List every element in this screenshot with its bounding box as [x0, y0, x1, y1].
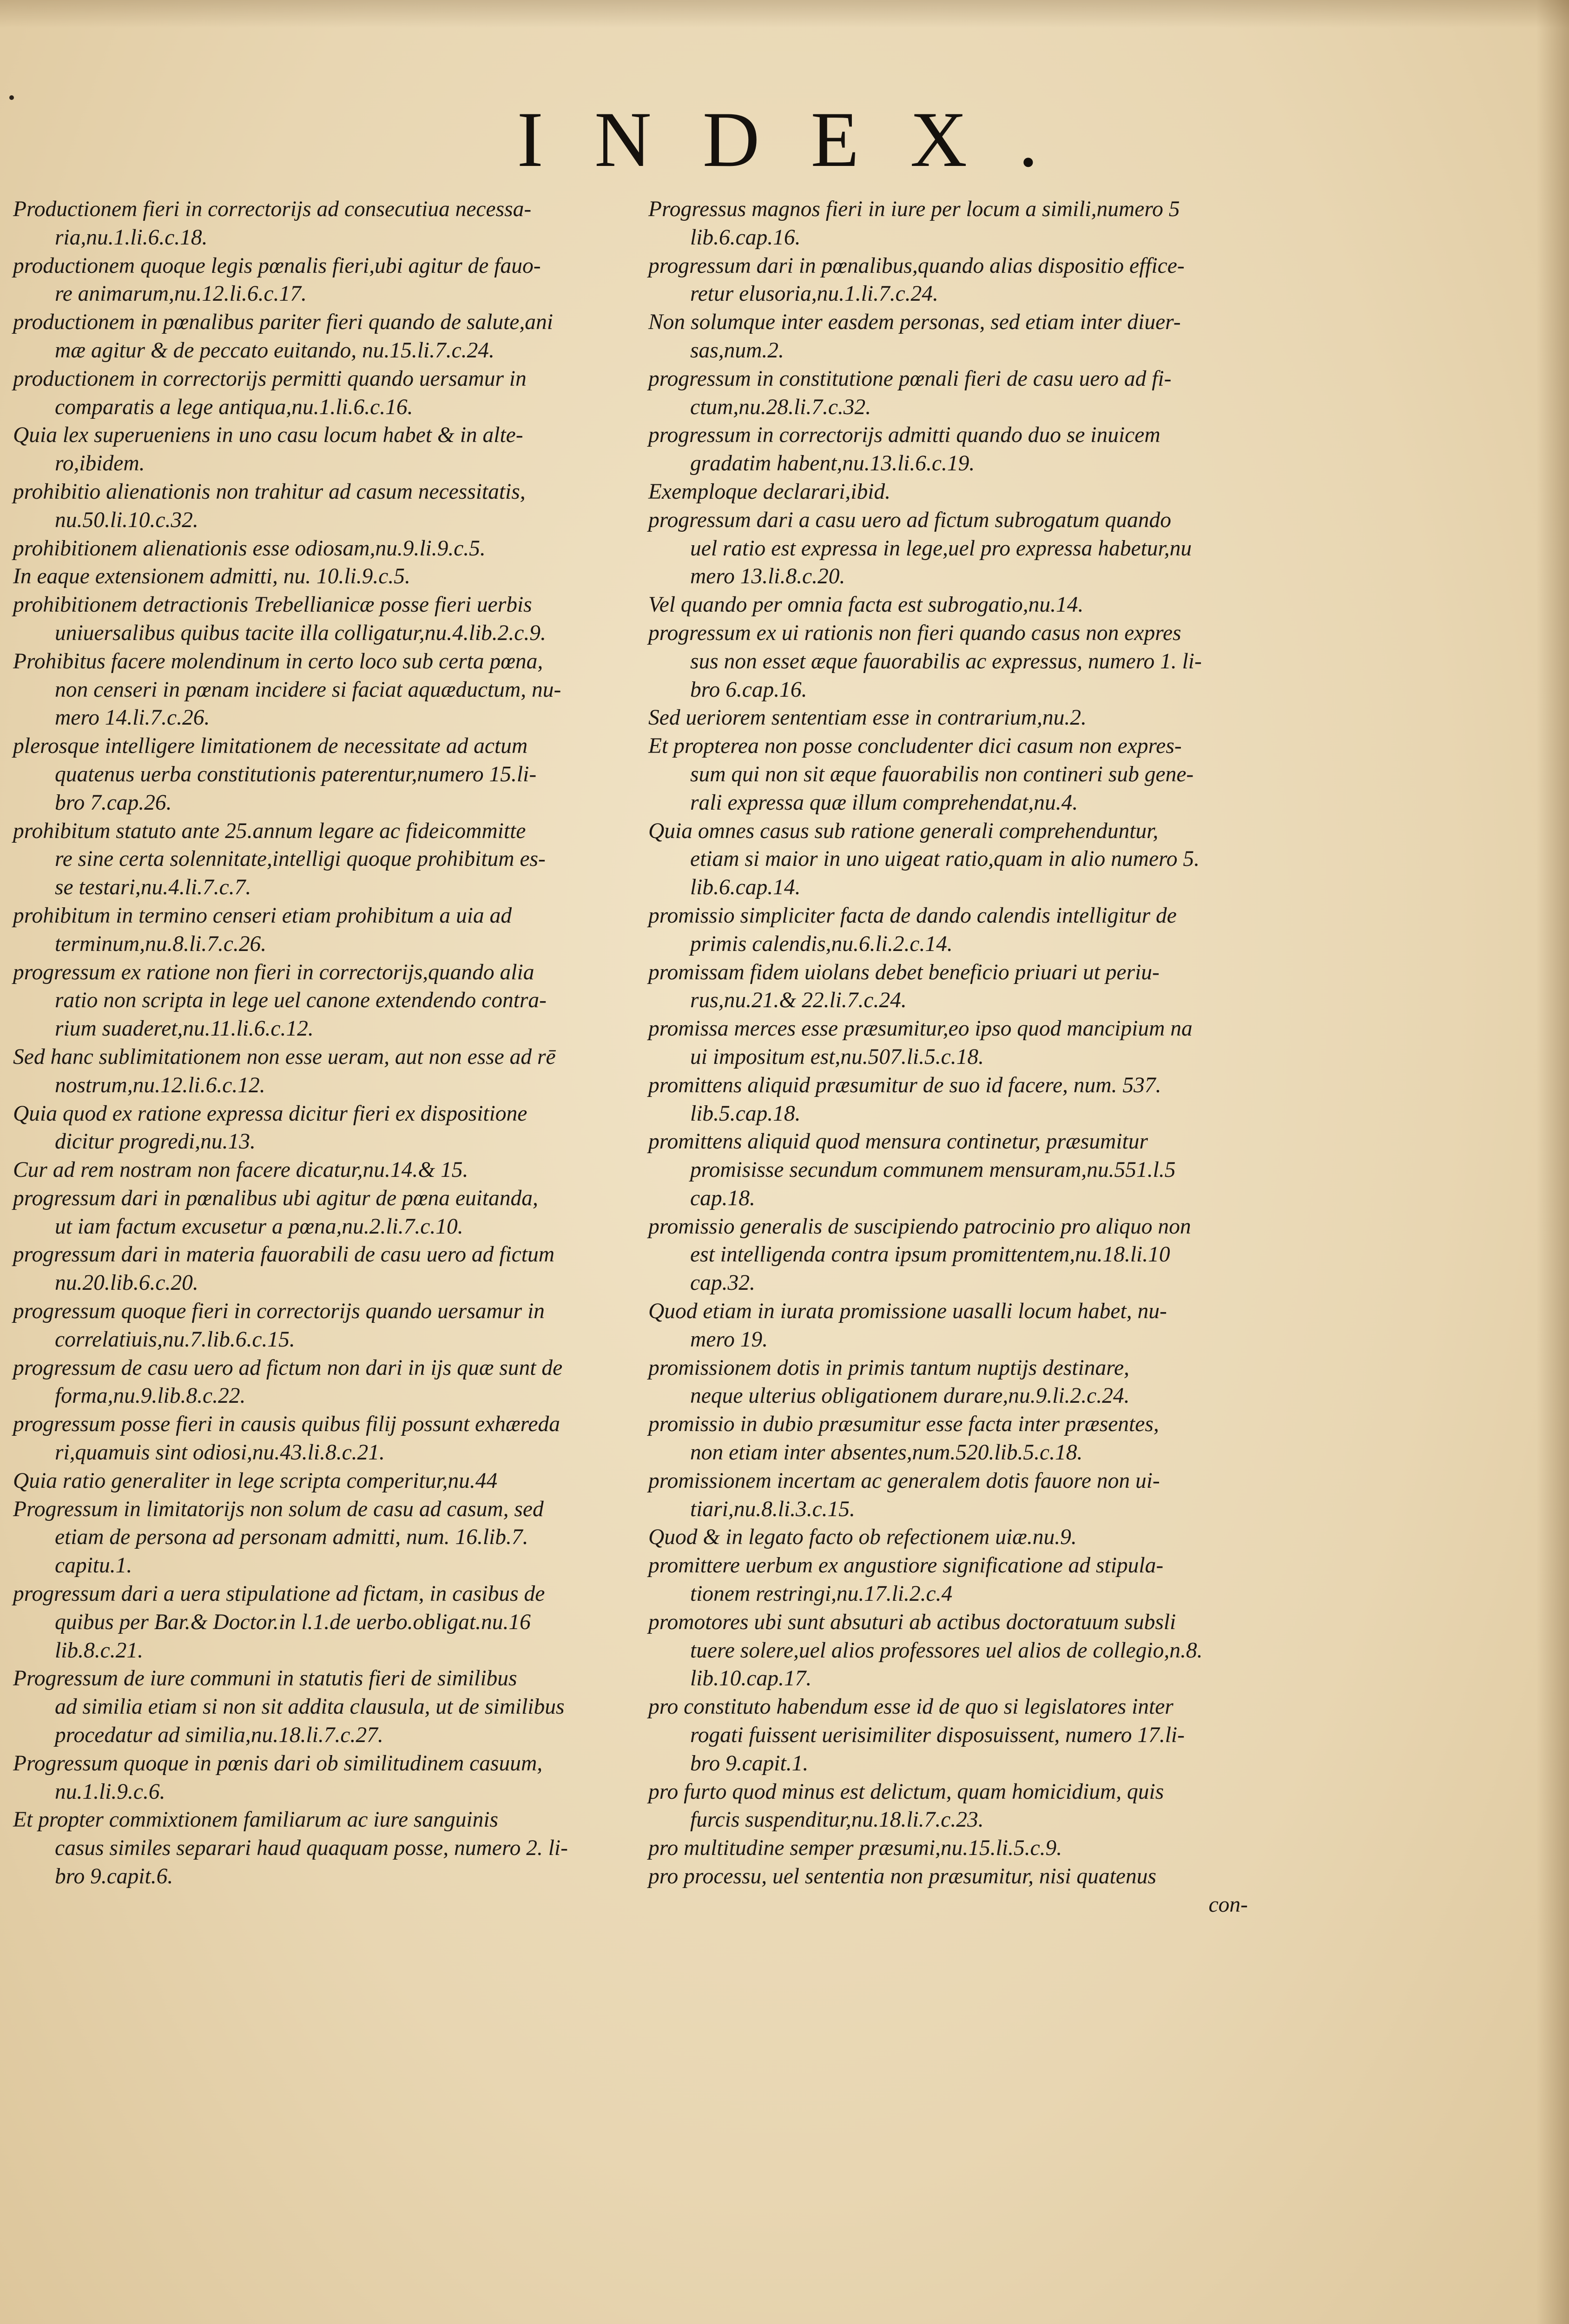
index-entry-line: promittens aliquid præsumitur de suo id facere, num. 537. — [648, 1073, 1161, 1097]
index-entry-line: prohibitionem alienationis esse odiosam,nu.9.li.9.c.5. — [13, 536, 486, 561]
index-entry-line: prohibitum statuto ante 25.annum legare ac fideicommitte — [13, 819, 526, 843]
index-entry-line: bro 9.capit.1. — [690, 1751, 809, 1776]
index-entry-line: forma,nu.9.lib.8.c.22. — [55, 1384, 246, 1408]
index-entry-line: Quia ratio generaliter in lege scripta comperitur,nu.44 — [13, 1468, 498, 1493]
index-entry-line: etiam de persona ad personam admitti, num. 16.lib.7. — [55, 1525, 528, 1550]
index-entry-line: capitu.1. — [55, 1553, 132, 1578]
index-entry-line: productionem quoque legis pœnalis fieri,ubi agitur de fauo- — [13, 253, 541, 278]
index-entry-line: Quod & in legato facto ob refectionem uiæ.nu.9. — [648, 1525, 1077, 1550]
index-entry-line: progressum in correctorijs admitti quando duo se inuicem — [648, 423, 1160, 448]
catchword: con- — [1208, 1892, 1248, 1917]
index-entry-line: procedatur ad similia,nu.18.li.7.c.27. — [55, 1723, 383, 1748]
index-entry-line: nostrum,nu.12.li.6.c.12. — [55, 1073, 265, 1097]
index-entry-line: nu.20.lib.6.c.20. — [55, 1271, 198, 1295]
index-entry-line: progressum ex ratione non fieri in correctorijs,quando alia — [13, 960, 534, 984]
index-entry-line: plerosque intelligere limitationem de necessitate ad actum — [13, 734, 528, 759]
index-entry-line: rus,nu.21.& 22.li.7.c.24. — [690, 988, 907, 1013]
index-entry-line: casus similes separari haud quaquam posse, numero 2. li- — [55, 1836, 568, 1861]
page-edge-shadow-right — [1536, 0, 1569, 2324]
index-entry-line: sus non esset æque fauorabilis ac expressus, numero 1. li- — [690, 649, 1202, 673]
page-title: INDEX. — [517, 96, 1089, 183]
page-edge-shadow-top — [0, 0, 1569, 28]
index-entry-line: sum qui non sit æque fauorabilis non contineri sub gene- — [690, 762, 1194, 786]
index-entry-line: progressum dari in materia fauorabili de casu uero ad fictum — [13, 1242, 555, 1267]
index-entry-line: promissio in dubio præsumitur esse facta inter præsentes, — [648, 1412, 1159, 1437]
index-entry-line: lib.6.cap.14. — [690, 875, 801, 900]
index-entry-line: dicitur progredi,nu.13. — [55, 1129, 256, 1154]
ink-speck — [9, 95, 14, 100]
index-entry-line: re animarum,nu.12.li.6.c.17. — [55, 282, 307, 306]
index-entry-line: lib.6.cap.16. — [690, 225, 801, 250]
index-entry-line: ri,quamuis sint odiosi,nu.43.li.8.c.21. — [55, 1440, 385, 1465]
index-entry-line: Sed hanc sublimitationem non esse ueram, aut non esse ad rē — [13, 1044, 556, 1069]
index-entry-line: tiari,nu.8.li.3.c.15. — [690, 1497, 855, 1521]
index-entry-line: prohibitio alienationis non trahitur ad casum necessitatis, — [13, 479, 526, 504]
index-entry-line: progressum de casu uero ad fictum non dari in ijs quæ sunt de — [13, 1355, 563, 1380]
index-entry-line: promissio generalis de suscipiendo patrocinio pro aliquo non — [648, 1214, 1191, 1239]
index-entry-line: terminum,nu.8.li.7.c.26. — [55, 931, 267, 956]
index-entry-line: Exemploque declarari,ibid. — [648, 479, 891, 504]
index-entry-line: mæ agitur & de peccato euitando, nu.15.li.7.c.24. — [55, 338, 494, 363]
index-entry-line: pro multitudine semper præsumi,nu.15.li.5.c.9. — [648, 1836, 1062, 1861]
index-entry-line: ro,ibidem. — [55, 451, 145, 476]
index-entry-line: Quia omnes casus sub ratione generali comprehenduntur, — [648, 819, 1159, 843]
index-entry-line: se testari,nu.4.li.7.c.7. — [55, 875, 251, 900]
index-entry-line: quibus per Bar.& Doctor.in l.1.de uerbo.obligat.nu.16 — [55, 1610, 531, 1634]
index-entry-line: promissionem incertam ac generalem dotis fauore non ui- — [648, 1468, 1160, 1493]
index-entry-line: mero 13.li.8.c.20. — [690, 564, 845, 589]
index-entry-line: lib.10.cap.17. — [690, 1666, 812, 1691]
index-entry-line: Vel quando per omnia facta est subrogatio,nu.14. — [648, 593, 1084, 617]
index-entry-line: nu.1.li.9.c.6. — [55, 1779, 165, 1804]
index-entry-line: promisisse secundum communem mensuram,nu.551.l.5 — [690, 1158, 1176, 1182]
index-entry-line: productionem in pœnalibus pariter fieri quando de salute,ani — [13, 310, 553, 335]
index-entry-line: ratio non scripta in lege uel canone extendendo contra- — [55, 988, 547, 1013]
index-entry-line: rogati fuissent uerisimiliter disposuissent, numero 17.li- — [690, 1723, 1185, 1748]
index-entry-line: mero 19. — [690, 1327, 768, 1352]
index-entry-line: progressum quoque fieri in correctorijs quando uersamur in — [13, 1299, 545, 1324]
index-entry-line: Non solumque inter easdem personas, sed etiam inter diuer- — [648, 310, 1181, 335]
index-column-left — [13, 195, 626, 1891]
index-entry-line: promissio simpliciter facta de dando calendis intelligitur de — [648, 903, 1177, 928]
index-entry-line: ui impositum est,nu.507.li.5.c.18. — [690, 1044, 984, 1069]
index-entry-line: tuere solere,uel alios professores uel alios de collegio,n.8. — [690, 1638, 1203, 1663]
index-entry-line: gradatim habent,nu.13.li.6.c.19. — [690, 451, 975, 476]
index-column-right — [648, 195, 1266, 1919]
index-entry-line: neque ulterius obligationem durare,nu.9.li.2.c.24. — [690, 1384, 1130, 1408]
index-entry-line: Sed ueriorem sententiam esse in contrarium,nu.2. — [648, 706, 1087, 730]
index-entry-line: Progressum in limitatorijs non solum de casu ad casum, sed — [13, 1497, 544, 1521]
index-entry-line: cap.18. — [690, 1186, 755, 1210]
index-entry-line: cap.32. — [690, 1271, 755, 1295]
index-entry-line: progressum dari in pœnalibus,quando alias dispositio effice- — [648, 253, 1185, 278]
index-entry-line: pro constituto habendum esse id de quo si legislatores inter — [648, 1695, 1173, 1719]
index-entry-line: Quia lex superueniens in uno casu locum habet & in alte- — [13, 423, 523, 448]
index-entry-line: nu.50.li.10.c.32. — [55, 508, 198, 532]
index-entry-line: non censeri in pœnam incidere si faciat aquæductum, nu- — [55, 677, 561, 702]
index-entry-line: Et propter commixtionem familiarum ac iure sanguinis — [13, 1808, 499, 1832]
index-entry-line: bro 9.capit.6. — [55, 1864, 173, 1889]
index-entry-line: Progressum quoque in pœnis dari ob similitudinem casuum, — [13, 1751, 543, 1776]
index-entry-line: In eaque extensionem admitti, nu. 10.li.9.c.5. — [13, 564, 410, 589]
index-entry-line: Cur ad rem nostram non facere dicatur,nu.14.& 15. — [13, 1158, 468, 1182]
index-entry-line: Quia quod ex ratione expressa dicitur fieri ex dispositione — [13, 1101, 527, 1126]
index-entry-line: lib.8.c.21. — [55, 1638, 143, 1663]
index-entry-line: promissionem dotis in primis tantum nuptijs destinare, — [648, 1355, 1129, 1380]
index-entry-line: promittere uerbum ex angustiore significatione ad stipula- — [648, 1553, 1164, 1578]
index-entry-line: Et propterea non posse concludenter dici casum non expres- — [648, 734, 1182, 759]
index-entry-line: est intelligenda contra ipsum promittentem,nu.18.li.10 — [690, 1242, 1170, 1267]
index-entry-line: tionem restringi,nu.17.li.2.c.4 — [690, 1582, 953, 1606]
index-entry-line: promittens aliquid quod mensura continetur, præsumitur — [648, 1129, 1148, 1154]
index-entry-line: pro furto quod minus est delictum, quam homicidium, quis — [648, 1779, 1164, 1804]
index-entry-line: Progressus magnos fieri in iure per locum a simili,numero 5 — [648, 197, 1180, 221]
index-entry-line: productionem in correctorijs permitti quando uersamur in — [13, 366, 527, 391]
index-entry-line: etiam si maior in uno uigeat ratio,quam in alio numero 5. — [690, 847, 1200, 872]
index-entry-line: bro 7.cap.26. — [55, 790, 172, 815]
index-entry-line: progressum dari a uera stipulatione ad fictam, in casibus de — [13, 1582, 545, 1606]
index-entry-line: progressum dari a casu uero ad fictum subrogatum quando — [648, 508, 1172, 532]
index-entry-line: sas,num.2. — [690, 338, 784, 363]
index-entry-line: non etiam inter absentes,num.520.lib.5.c.18. — [690, 1440, 1083, 1465]
index-entry-line: retur elusoria,nu.1.li.7.c.24. — [690, 282, 938, 306]
index-entry-line: pro processu, uel sententia non præsumitur, nisi quatenus — [648, 1864, 1156, 1889]
index-entry-line: uel ratio est expressa in lege,uel pro expressa habetur,nu — [690, 536, 1192, 561]
index-entry-line: ctum,nu.28.li.7.c.32. — [690, 395, 871, 419]
index-entry-line: lib.5.cap.18. — [690, 1101, 801, 1126]
index-entry-line: mero 14.li.7.c.26. — [55, 706, 210, 730]
index-entry-line: promissa merces esse præsumitur,eo ipso quod mancipium na — [648, 1017, 1193, 1041]
index-entry-line: bro 6.cap.16. — [690, 677, 807, 702]
index-entry-line: furcis suspenditur,nu.18.li.7.c.23. — [690, 1808, 984, 1832]
index-entry-line: Progressum de iure communi in statutis fieri de similibus — [13, 1666, 517, 1691]
index-entry-line: prohibitionem detractionis Trebellianicæ posse fieri uerbis — [13, 593, 532, 617]
index-entry-line: progressum ex ui rationis non fieri quando casus non expres — [648, 621, 1181, 645]
index-entry-line: ad similia etiam si non sit addita clausula, ut de similibus — [55, 1695, 565, 1719]
index-entry-line: promissam fidem uiolans debet beneficio priuari ut periu- — [648, 960, 1160, 984]
index-entry-line: rali expressa quæ illum comprehendat,nu.4. — [690, 790, 1078, 815]
index-entry-line: uniuersalibus quibus tacite illa colligatur,nu.4.lib.2.c.9. — [55, 621, 546, 645]
index-entry-line: progressum in constitutione pœnali fieri de casu uero ad fi- — [648, 366, 1172, 391]
index-entry-line: rium suaderet,nu.11.li.6.c.12. — [55, 1017, 314, 1041]
index-entry-line: correlatiuis,nu.7.lib.6.c.15. — [55, 1327, 295, 1352]
index-entry-line: primis calendis,nu.6.li.2.c.14. — [690, 931, 953, 956]
index-entry-line: Productionem fieri in correctorijs ad consecutiua necessa- — [13, 197, 532, 221]
index-entry-line: progressum dari in pœnalibus ubi agitur de pœna euitanda, — [13, 1186, 538, 1210]
index-entry-line: re sine certa solennitate,intelligi quoque prohibitum es- — [55, 847, 546, 872]
index-entry-line: quatenus uerba constitutionis paterentur,numero 15.li- — [55, 762, 537, 786]
index-entry-line: Prohibitus facere molendinum in certo loco sub certa pœna, — [13, 649, 543, 673]
index-entry-line: progressum posse fieri in causis quibus filij possunt exhæreda — [13, 1412, 560, 1437]
index-entry-line: promotores ubi sunt absuturi ab actibus doctoratuum subsli — [648, 1610, 1176, 1634]
index-entry-line: ut iam factum excusetur a pœna,nu.2.li.7.c.10. — [55, 1214, 463, 1239]
index-entry-line: Quod etiam in iurata promissione uasalli locum habet, nu- — [648, 1299, 1167, 1324]
index-entry-line: prohibitum in termino censeri etiam prohibitum a uia ad — [13, 903, 512, 928]
index-entry-line: ria,nu.1.li.6.c.18. — [55, 225, 208, 250]
index-entry-line: comparatis a lege antiqua,nu.1.li.6.c.16. — [55, 395, 413, 419]
